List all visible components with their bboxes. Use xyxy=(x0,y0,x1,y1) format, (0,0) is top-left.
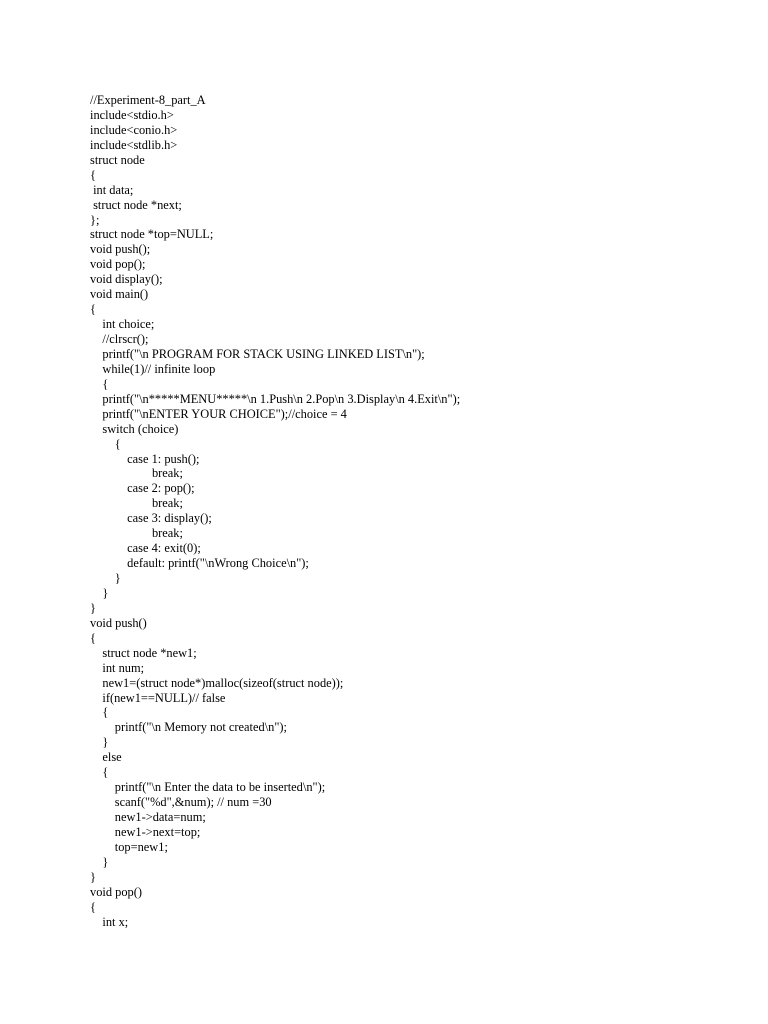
code-line: } xyxy=(90,571,121,585)
code-line: { xyxy=(90,705,109,720)
code-line: void pop(); xyxy=(90,257,146,272)
code-line: { xyxy=(90,765,109,780)
code-line: }; xyxy=(90,212,100,227)
code-line: //Experiment-8_part_A xyxy=(90,93,206,107)
code-line: { xyxy=(90,436,121,451)
code-line: new1->next=top; xyxy=(90,824,201,839)
code-line: break; xyxy=(90,466,183,481)
code-line: switch (choice) xyxy=(90,421,179,436)
code-line: void push(); xyxy=(90,242,151,257)
code-line: { xyxy=(90,302,96,317)
code-line: int x; xyxy=(90,914,129,929)
code-line: { xyxy=(90,899,96,914)
code-line: case 3: display(); xyxy=(90,511,212,526)
code-line: } xyxy=(90,600,96,615)
code-line: printf("\n*****MENU*****\n 1.Push\n 2.Pop\n 3.Display\n 4.Exit\n"); xyxy=(90,391,461,406)
code-line: new1=(struct node*)malloc(sizeof(struct node)); xyxy=(90,675,344,690)
code-line: struct node *top=NULL; xyxy=(90,227,214,242)
code-line: void pop() xyxy=(90,884,142,899)
code-line: } xyxy=(90,735,109,750)
code-line: struct node *new1; xyxy=(90,645,197,660)
code-line: printf("\n Memory not created\n"); xyxy=(90,720,287,735)
code-line: } xyxy=(90,854,109,869)
code-line: case 2: pop(); xyxy=(90,481,195,496)
code-line: case 1: push(); xyxy=(90,451,200,466)
code-line: //clrscr(); xyxy=(90,332,149,346)
code-line: break; xyxy=(90,526,183,541)
code-line: printf("\nENTER YOUR CHOICE");//choice = 4 xyxy=(90,406,347,421)
code-line: int choice; xyxy=(90,317,155,332)
code-listing xyxy=(90,93,730,930)
code-line: void push() xyxy=(90,615,147,630)
code-line: else xyxy=(90,750,122,765)
code-line: while(1)// infinite loop xyxy=(90,361,216,376)
code-line: { xyxy=(90,630,96,645)
code-line: new1->data=num; xyxy=(90,810,206,824)
code-line: int data; xyxy=(90,182,134,197)
code-line: } xyxy=(90,585,109,600)
code-line: printf("\n PROGRAM FOR STACK USING LINKED LIST\n"); xyxy=(90,346,425,361)
code-line: void display(); xyxy=(90,272,163,287)
code-line: printf("\n Enter the data to be inserted\n"); xyxy=(90,780,326,795)
code-line: struct node *next; xyxy=(90,197,182,212)
code-line: scanf("%d",&num); // num =30 xyxy=(90,795,272,810)
code-line: default: printf("\nWrong Choice\n"); xyxy=(90,556,309,571)
code-line: case 4: exit(0); xyxy=(90,541,201,556)
code-line: struct node xyxy=(90,152,145,167)
code-line: include<stdio.h> xyxy=(90,107,174,122)
code-line: } xyxy=(90,869,96,884)
code-line: void main() xyxy=(90,287,149,302)
code-line: int num; xyxy=(90,660,145,675)
code-line: break; xyxy=(90,496,183,511)
code-line: { xyxy=(90,376,109,391)
code-line: include<conio.h> xyxy=(90,122,178,137)
code-line: top=new1; xyxy=(90,839,168,854)
code-line: include<stdlib.h> xyxy=(90,137,178,152)
code-line: if(new1==NULL)// false xyxy=(90,690,226,705)
code-line: { xyxy=(90,167,96,182)
